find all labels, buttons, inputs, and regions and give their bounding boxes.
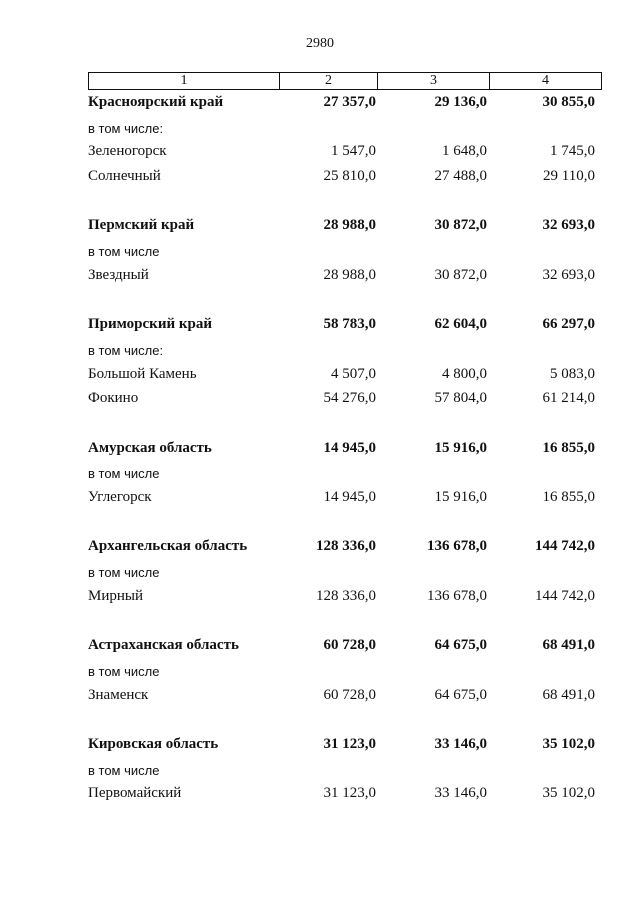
row-name: в том числе [88,466,160,482]
value-col-4: 32 693,0 [542,266,595,283]
value-col-3: 64 675,0 [434,686,487,703]
value-col-2: 28 988,0 [323,266,376,283]
subheading-row [88,561,597,586]
value-col-4: 66 297,0 [542,316,595,333]
value-col-3: 1 648,0 [442,143,487,160]
value-col-3: 29 136,0 [434,94,487,110]
row-name: Амурская область [88,439,212,456]
column-header-row [89,73,602,90]
value-col-2: 14 945,0 [323,489,376,505]
subheading-row [88,117,597,142]
city-row [88,388,597,413]
row-name: в том числе [88,762,160,778]
value-col-3: 136 678,0 [427,587,487,604]
value-col-3: 62 604,0 [434,316,487,333]
value-col-2: 14 945,0 [323,439,376,456]
value-col-3: 136 678,0 [427,538,487,555]
data-table-body [88,92,597,808]
value-col-3: 15 916,0 [434,489,487,505]
city-row [88,166,597,191]
row-name: Мирный [88,587,143,604]
value-col-3: 27 488,0 [434,168,487,185]
value-col-3: 57 804,0 [434,390,487,407]
row-name: Фокино [88,390,139,407]
row-name: Архангельская область [88,538,248,555]
value-col-2: 31 123,0 [323,785,376,802]
value-col-2: 54 276,0 [323,390,376,407]
row-name: Звездный [88,266,149,283]
value-col-4: 144 742,0 [535,587,595,604]
row-name: Пермский край [88,217,195,234]
value-col-2: 60 728,0 [323,637,376,654]
subheading-row [88,660,597,685]
value-col-4: 68 491,0 [542,637,595,654]
value-col-4: 35 102,0 [542,735,595,752]
subheading-row [88,759,597,784]
value-col-2: 4 507,0 [331,365,376,382]
region-row [88,536,597,561]
value-col-3: 30 872,0 [434,217,487,234]
region-row [88,635,597,660]
row-name: Первомайский [88,785,182,802]
city-row [88,487,597,512]
value-col-4: 16 855,0 [542,489,595,505]
value-col-2: 28 988,0 [323,217,376,234]
row-name: Углегорск [88,489,152,505]
row-name: в том числе [88,565,160,581]
value-col-4: 61 214,0 [542,390,595,407]
region-row [88,734,597,759]
row-name: Большой Камень [88,365,197,382]
region-row [88,438,597,463]
row-name: Приморский край [88,316,212,333]
city-row [88,783,597,808]
row-name: в том числе [88,244,160,260]
row-name: Кировская область [88,735,219,752]
row-name: в том числе: [88,120,164,136]
value-col-2: 1 547,0 [331,143,376,160]
subheading-row [88,462,597,487]
column-header-3: 3 [378,73,490,90]
city-row [88,364,597,389]
value-col-3: 4 800,0 [442,365,487,382]
value-col-3: 15 916,0 [434,439,487,456]
row-spacer [88,512,597,537]
row-name: Астраханская область [88,637,239,654]
value-col-2: 27 357,0 [323,94,376,110]
column-header-2: 2 [280,73,378,90]
row-spacer [88,191,597,216]
row-name: Зеленогорск [88,143,167,160]
subheading-row [88,240,597,265]
value-col-4: 35 102,0 [542,785,595,802]
region-row [88,215,597,240]
value-col-2: 31 123,0 [323,735,376,752]
row-spacer [88,413,597,438]
value-col-3: 33 146,0 [434,785,487,802]
value-col-2: 58 783,0 [323,316,376,333]
row-spacer [88,290,597,315]
city-row [88,141,597,166]
value-col-3: 30 872,0 [434,266,487,283]
value-col-4: 29 110,0 [543,168,595,185]
row-name: Знаменск [88,686,149,703]
value-col-3: 33 146,0 [434,735,487,752]
column-header-table [88,72,602,90]
value-col-2: 60 728,0 [323,686,376,703]
row-spacer [88,709,597,734]
value-col-4: 32 693,0 [542,217,595,234]
row-name: в том числе [88,663,160,679]
value-col-4: 30 855,0 [542,94,595,110]
column-header-4: 4 [490,73,602,90]
value-col-3: 64 675,0 [434,637,487,654]
column-header-1: 1 [89,73,280,90]
value-col-4: 144 742,0 [535,538,595,555]
city-row [88,265,597,290]
value-col-2: 128 336,0 [316,538,376,555]
value-col-4: 1 745,0 [550,143,595,160]
row-spacer [88,610,597,635]
city-row [88,685,597,710]
region-row [88,314,597,339]
value-col-4: 5 083,0 [550,365,595,382]
row-name: в том числе: [88,342,164,358]
region-row [88,92,597,117]
row-name: Красноярский край [88,94,224,110]
value-col-4: 16 855,0 [542,439,595,456]
value-col-2: 128 336,0 [316,587,376,604]
value-col-4: 68 491,0 [542,686,595,703]
value-col-2: 25 810,0 [323,168,376,185]
row-name: Солнечный [88,168,161,185]
page-number: 2980 [306,36,334,51]
subheading-row [88,339,597,364]
city-row [88,586,597,611]
